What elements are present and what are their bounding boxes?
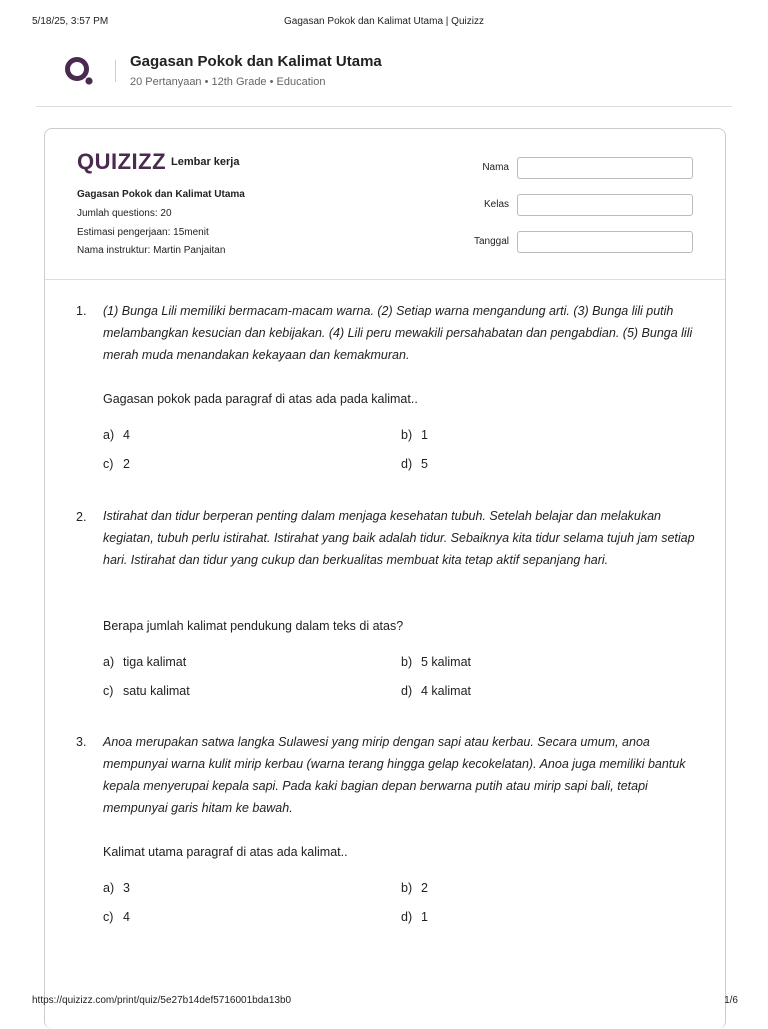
option-a[interactable]: a) 3: [103, 881, 130, 895]
worksheet-type-label: Lembar kerja: [171, 156, 240, 168]
site-header: [36, 48, 732, 107]
question-prompt: Gagasan pokok pada paragraf di atas ada pada kalimat..: [103, 392, 418, 406]
option-d[interactable]: d) 4 kalimat: [401, 684, 472, 698]
print-footer: [0, 995, 768, 1009]
option-d[interactable]: d) 1: [401, 910, 428, 924]
quizizz-logo-icon: [64, 56, 94, 86]
question-passage: (1) Bunga Lili memiliki bermacam-macam warna. (2) Setiap warna mengandung arti. (3) Bunga lili putih melambangkan kesucian dan kebijakan. (4) Lili peru mewakili persahabatan dan pengabdian. (5) Bunga lili merah muda menandakan kekayaan dan kemakmuran.: [103, 304, 693, 362]
question-prompt: Kalimat utama paragraf di atas ada kalimat..: [103, 845, 348, 859]
print-datetime: 5/18/25, 3:57 PM: [32, 16, 109, 27]
option-b[interactable]: b) 1: [401, 428, 428, 442]
date-field[interactable]: [517, 231, 693, 253]
option-c[interactable]: c) satu kalimat: [103, 684, 190, 698]
question-number: 1.: [76, 304, 87, 318]
header-divider: [115, 60, 116, 82]
duration: Estimasi pengerjaan: 15menit: [77, 227, 209, 238]
option-c[interactable]: c) 2: [103, 457, 130, 471]
class-field-label: Kelas: [483, 199, 509, 210]
questions-count: Jumlah questions: 20: [77, 208, 172, 219]
print-page-title: Gagasan Pokok dan Kalimat Utama | Quizizz: [284, 16, 484, 27]
option-c[interactable]: c) 4: [103, 910, 130, 924]
worksheet-card: [44, 128, 726, 1029]
name-field-label: Nama: [482, 162, 509, 173]
print-page-number: 1/6: [724, 995, 738, 1006]
worksheet-header: [45, 129, 725, 280]
question-passage: Anoa merupakan satwa langka Sulawesi yang mirip dengan sapi atau kerbau. Secara umum, anoa mempunyai warna kulit mirip kerbau (warna terang hingga gelap kecokelatan). Anoa juga memiliki bantuk kepala menyerupai kepala sapi. Pada kaki bagian depan berwarna putih atau mirip sapi bali, tetapi mempunyai garis hitam ke bawah.: [103, 735, 686, 815]
instructor: Nama instruktur: Martin Panjaitan: [77, 245, 226, 256]
question-number: 3.: [76, 735, 87, 749]
name-field[interactable]: [517, 157, 693, 179]
quizizz-brand-logo: QUIZIZZ: [77, 149, 167, 174]
print-url: https://quizizz.com/print/quiz/5e27b14def5716001bda13b0: [32, 995, 292, 1006]
option-a[interactable]: a) tiga kalimat: [103, 655, 187, 669]
question-passage: Istirahat dan tidur berperan penting dalam menjaga kesehatan tubuh. Setelah belajar dan melakukan kegiatan, tubuh perlu istirahat. Istirahat yang baik adalah tidur. Sebaiknya kita tidur selama tujuh jam setiap hari. Istirahat dan tidur yang cukup dan berkualitas membuat kita tetap aktif sepanjang hari.: [103, 509, 695, 567]
question-number: 2.: [76, 510, 87, 524]
date-field-label: Tanggal: [473, 236, 509, 247]
question-prompt: Berapa jumlah kalimat pendukung dalam teks di atas?: [103, 619, 404, 633]
option-a[interactable]: a) 4: [103, 428, 130, 442]
option-b[interactable]: b) 2: [401, 881, 428, 895]
worksheet-title: Gagasan Pokok dan Kalimat Utama: [77, 189, 245, 200]
class-field[interactable]: [517, 194, 693, 216]
page-title: Gagasan Pokok dan Kalimat Utama: [130, 53, 382, 70]
option-b[interactable]: b) 5 kalimat: [401, 655, 472, 669]
option-d[interactable]: d) 5: [401, 457, 428, 471]
print-header: [0, 16, 768, 30]
page-subtitle: 20 Pertanyaan • 12th Grade • Education: [130, 76, 326, 88]
